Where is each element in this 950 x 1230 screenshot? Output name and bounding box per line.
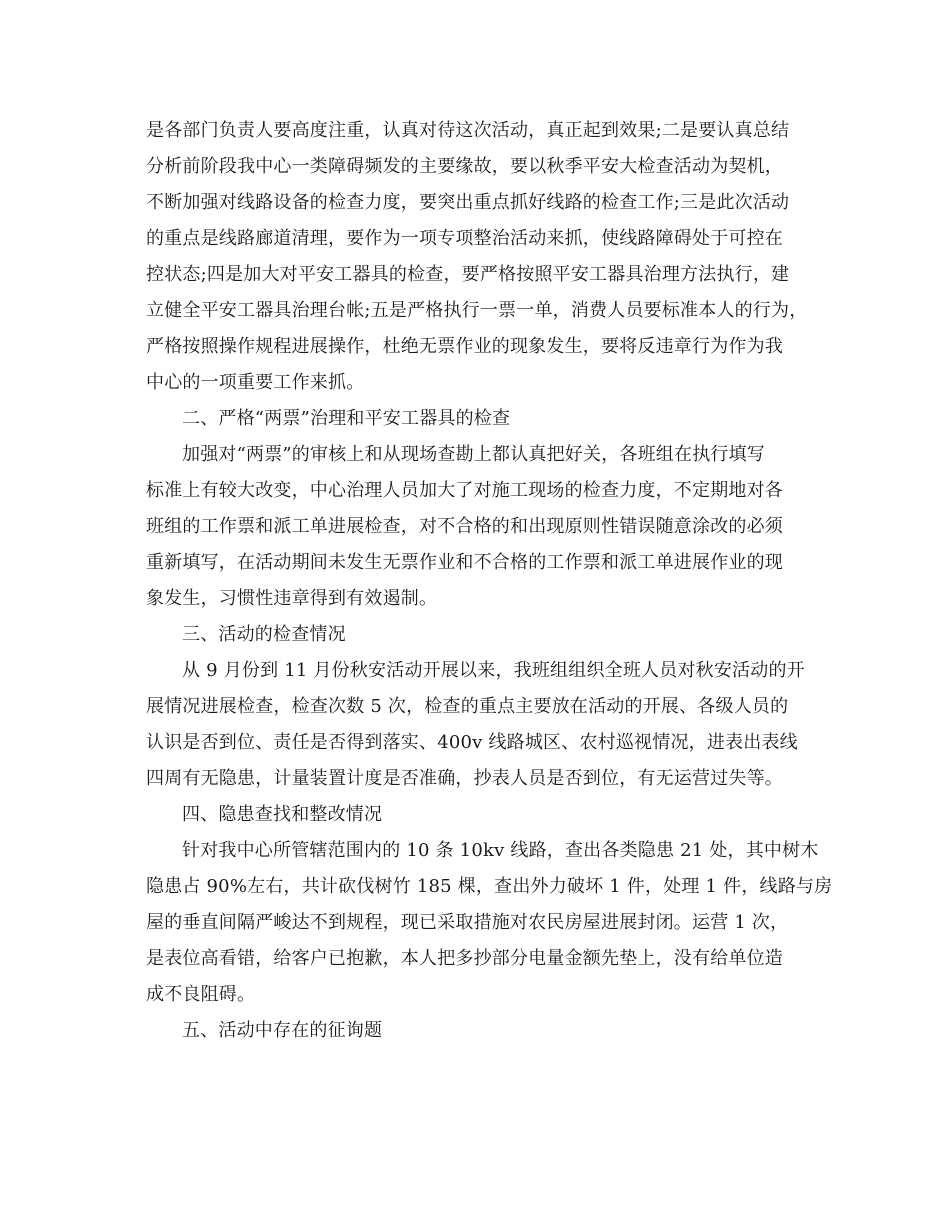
body-text-line: 标准上有较大改变，中心治理人员加大了对施工现场的检查力度，不定期地对各 — [146, 480, 783, 501]
section-heading: 三、活动的检查情况 — [182, 624, 346, 645]
body-text-line: 认识是否到位、责任是否得到落实、400v 线路城区、农村巡视情况，进表出表线 — [146, 732, 798, 753]
body-text-line: 成不良阻碍。 — [146, 984, 256, 1005]
body-text-line: 是表位高看错，给客户已抱歉，本人把多抄部分电量金额先垫上，没有给单位造 — [146, 948, 783, 969]
body-text-line: 四周有无隐患，计量装置计度是否准确，抄表人员是否到位，有无运营过失等。 — [146, 768, 783, 789]
body-text-line: 是各部门负责人要高度注重，认真对待这次活动，真正起到效果;二是要认真总结 — [146, 120, 790, 141]
body-text-line: 屋的垂直间隔严峻达不到规程，现已采取措施对农民房屋进展封闭。运营 1 次， — [146, 912, 789, 933]
body-text-line: 象发生，习惯性违章得到有效遏制。 — [146, 588, 438, 609]
body-text-line: 展情况进展检查，检查次数 5 次，检查的重点主要放在活动的开展、各级人员的 — [146, 696, 789, 717]
body-text-line: 中心的一项重要工作来抓。 — [146, 372, 365, 393]
body-text-line: 隐患占 90%左右，共计砍伐树竹 185 棵，查出外力破坏 1 件，处理 1 件，线路与房 — [146, 876, 833, 897]
section-heading: 二、严格“两票”治理和平安工器具的检查 — [182, 408, 511, 429]
body-text-line: 的重点是线路廊道清理，要作为一项专项整治活动来抓，使线路障碍处于可控在 — [146, 228, 783, 249]
section-heading: 五、活动中存在的征询题 — [182, 1020, 383, 1041]
body-text-line: 班组的工作票和派工单进展检查，对不合格的和出现原则性错误随意涂改的必须 — [146, 516, 783, 537]
body-text-line: 重新填写，在活动期间未发生无票作业和不合格的工作票和派工单进展作业的现 — [146, 552, 783, 573]
body-text-line: 分析前阶段我中心一类障碍频发的主要缘故，要以秋季平安大检查活动为契机， — [146, 156, 783, 177]
body-text-line: 不断加强对线路设备的检查力度，要突出重点抓好线路的检查工作;三是此次活动 — [146, 192, 790, 213]
section-heading: 四、隐患查找和整改情况 — [182, 804, 383, 825]
body-text-line: 严格按照操作规程进展操作，杜绝无票作业的现象发生，要将反违章行为作为我 — [146, 336, 783, 357]
body-text-line: 立健全平安工器具治理台帐;五是严格执行一票一单，消费人员要标准本人的行为， — [146, 300, 808, 321]
paragraph-first-line: 加强对“两票”的审核上和从现场查勘上都认真把好关，各班组在执行填写 — [182, 444, 766, 465]
paragraph-first-line: 针对我中心所管辖范围内的 10 条 10kv 线路，查出各类隐患 21 处，其中树木 — [182, 840, 819, 861]
body-text-line: 控状态;四是加大对平安工器具的检查，要严格按照平安工器具治理方法执行，建 — [146, 264, 790, 285]
paragraph-first-line: 从 9 月份到 11 月份秋安活动开展以来，我班组组织全班人员对秋安活动的开 — [182, 660, 805, 681]
